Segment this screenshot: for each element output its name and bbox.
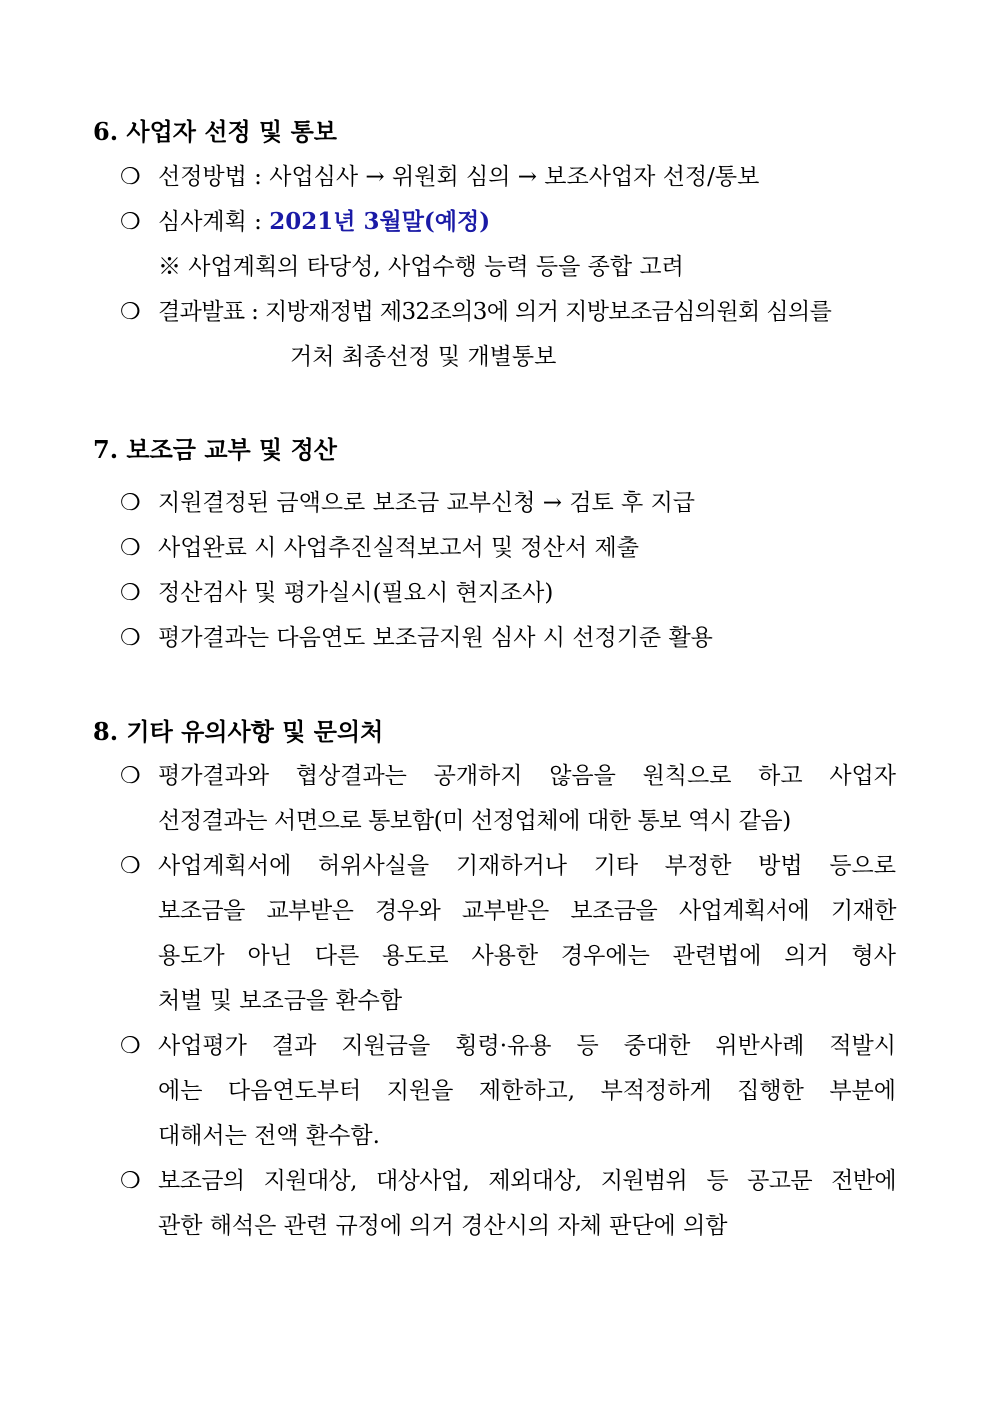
- bullet-circle-icon: ❍: [120, 1033, 141, 1059]
- item-label: 심사계획 :: [158, 209, 270, 235]
- bullet-circle-icon: ❍: [120, 164, 141, 190]
- item-text: 결과발표 : 지방재정법 제32조의3에 의거 지방보조금심의원회 심의를: [158, 299, 832, 325]
- bullet-circle-icon: ❍: [120, 580, 141, 606]
- section-7-heading: 7. 보조금 교부 및 정산: [93, 435, 337, 464]
- item-text: 지원결정된 금액으로 보조금 교부신청 → 검토 후 지급: [158, 490, 696, 516]
- item-line: 선정결과는 서면으로 통보함(미 선정업체에 대한 통보 역시 같음): [158, 808, 791, 834]
- item-continuation: 거처 최종선정 및 개별통보: [290, 344, 557, 370]
- section-6-heading: 6. 사업자 선정 및 통보: [93, 117, 337, 146]
- bullet-circle-icon: ❍: [120, 625, 141, 651]
- bullet-circle-icon: ❍: [120, 209, 141, 235]
- bullet-circle-icon: ❍: [120, 1168, 141, 1194]
- list-item: [120, 533, 639, 563]
- bullet-circle-icon: ❍: [120, 490, 141, 516]
- list-item: [120, 162, 759, 192]
- item-line: 처벌 및 보조금을 환수함: [158, 988, 403, 1014]
- note-line: ※ 사업계획의 타당성, 사업수행 능력 등을 종합 고려: [158, 254, 684, 280]
- list-item: [120, 488, 695, 518]
- bullet-circle-icon: ❍: [120, 763, 141, 789]
- bullet-circle-icon: ❍: [120, 853, 141, 879]
- item-line: 보조금의 지원대상, 대상사업, 제외대상, 지원범위 등 공고문 전반에: [158, 1168, 896, 1194]
- schedule-highlight: 2021년 3월말(예정): [269, 208, 491, 235]
- item-text: 사업완료 시 사업추진실적보고서 및 정산서 제출: [158, 535, 639, 561]
- item-line: 에는 다음연도부터 지원을 제한하고, 부적정하게 집행한 부분에: [158, 1078, 896, 1104]
- list-item: [120, 297, 896, 327]
- list-item: [120, 623, 713, 653]
- item-line: 관한 해석은 관련 규정에 의거 경산시의 자체 판단에 의함: [158, 1213, 728, 1239]
- list-item: [120, 207, 490, 237]
- item-line: 평가결과와 협상결과는 공개하지 않음을 원칙으로 하고 사업자: [158, 763, 896, 789]
- bullet-circle-icon: ❍: [120, 535, 141, 561]
- item-line: 사업평가 결과 지원금을 횡령·유용 등 중대한 위반사례 적발시: [158, 1033, 896, 1059]
- item-text: 정산검사 및 평가실시(필요시 현지조사): [158, 580, 554, 606]
- item-text: 평가결과는 다음연도 보조금지원 심사 시 선정기준 활용: [158, 625, 713, 651]
- item-text: 선정방법 : 사업심사 → 위원회 심의 → 보조사업자 선정/통보: [158, 164, 760, 190]
- item-line: 보조금을 교부받은 경우와 교부받은 보조금을 사업계획서에 기재한: [158, 898, 896, 924]
- section-8-heading: 8. 기타 유의사항 및 문의처: [93, 717, 384, 746]
- item-line: 용도가 아닌 다른 용도로 사용한 경우에는 관련법에 의거 형사: [158, 943, 896, 969]
- list-item: [120, 578, 553, 608]
- item-line: 사업계획서에 허위사실을 기재하거나 기타 부정한 방법 등으로: [158, 853, 896, 879]
- bullet-circle-icon: ❍: [120, 299, 141, 325]
- item-line: 대해서는 전액 환수함.: [158, 1123, 380, 1149]
